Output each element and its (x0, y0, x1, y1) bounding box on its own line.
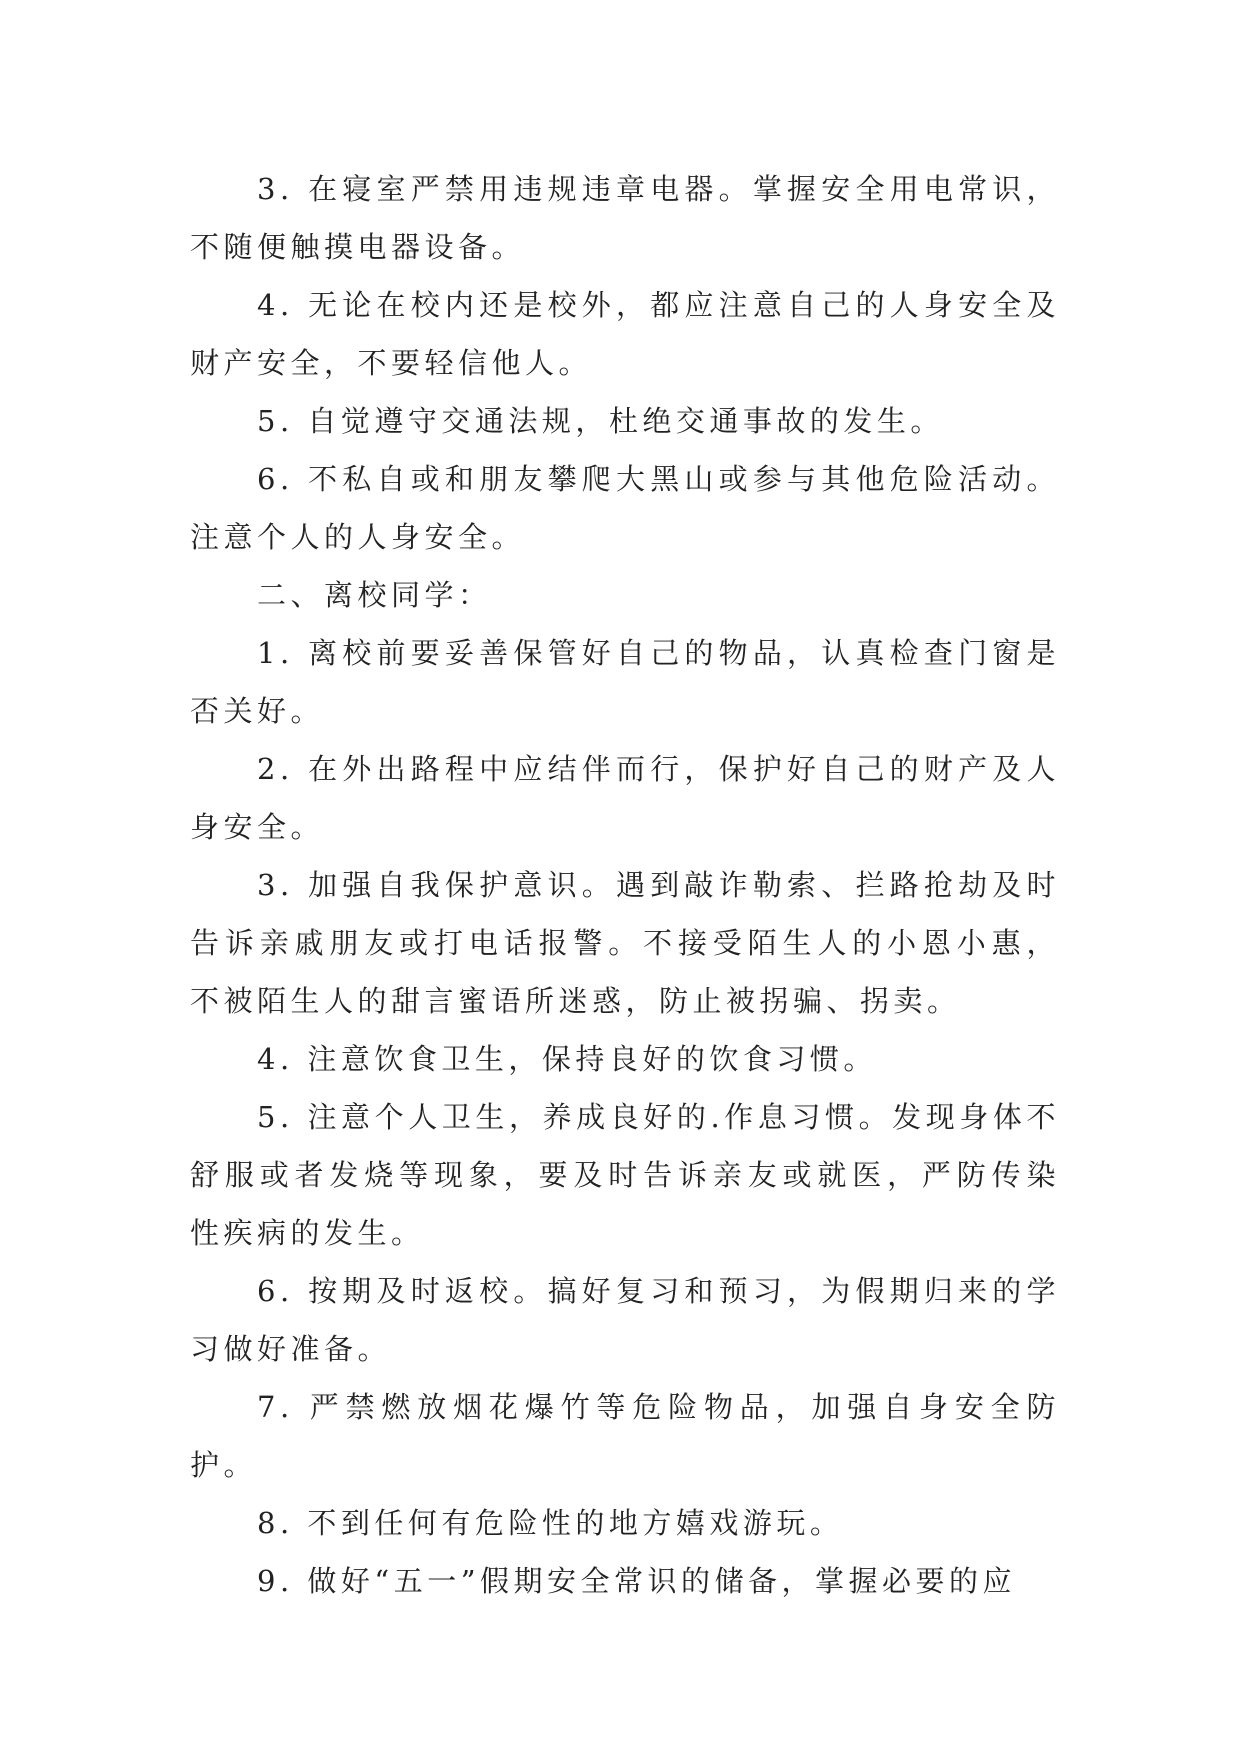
paragraph-item-3-dorm-electricity: 3. 在寝室严禁用违规违章电器。掌握安全用电常识，不随便触摸电器设备。 (190, 172, 1060, 264)
paragraph-item-5-traffic: 5. 自觉遵守交通法规，杜绝交通事故的发生。 (257, 404, 944, 438)
paragraph-item-5-hygiene: 5. 注意个人卫生，养成良好的.作息习惯。发现身体不舒服或者发烧等现象，要及时告诉亲友或就医，严防传染性疾病的发生。 (190, 1100, 1060, 1250)
paragraph-item-1-belongings: 1. 离校前要妥善保管好自己的物品，认真检查门窗是否关好。 (190, 636, 1060, 728)
document-body (190, 160, 1060, 1610)
paragraph-item-9-holiday-safety: 9. 做好“五一”假期安全常识的储备，掌握必要的应 (257, 1564, 1017, 1598)
paragraph-item-2-travel: 2. 在外出路程中应结伴而行，保护好自己的财产及人身安全。 (190, 752, 1060, 844)
section-heading-leaving-school: 二、离校同学： (257, 578, 492, 612)
paragraph-item-3-self-protection: 3. 加强自我保护意识。遇到敲诈勒索、拦路抢劫及时告诉亲戚朋友或打电话报警。不接受陌生人的小恩小惠，不被陌生人的甜言蜜语所迷惑，防止被拐骗、拐卖。 (190, 868, 1060, 1018)
paragraph-item-6-return: 6. 按期及时返校。搞好复习和预习，为假期归来的学习做好准备。 (190, 1274, 1060, 1366)
paragraph-item-4-personal-safety: 4. 无论在校内还是校外，都应注意自己的人身安全及财产安全，不要轻信他人。 (190, 288, 1060, 380)
paragraph-item-7-fireworks: 7. 严禁燃放烟花爆竹等危险物品，加强自身安全防护。 (190, 1390, 1060, 1482)
paragraph-item-6-climbing: 6. 不私自或和朋友攀爬大黑山或参与其他危险活动。注意个人的人身安全。 (190, 462, 1060, 554)
paragraph-item-4-diet: 4. 注意饮食卫生，保持良好的饮食习惯。 (257, 1042, 877, 1076)
paragraph-item-8-danger-places: 8. 不到任何有危险性的地方嬉戏游玩。 (257, 1506, 844, 1540)
